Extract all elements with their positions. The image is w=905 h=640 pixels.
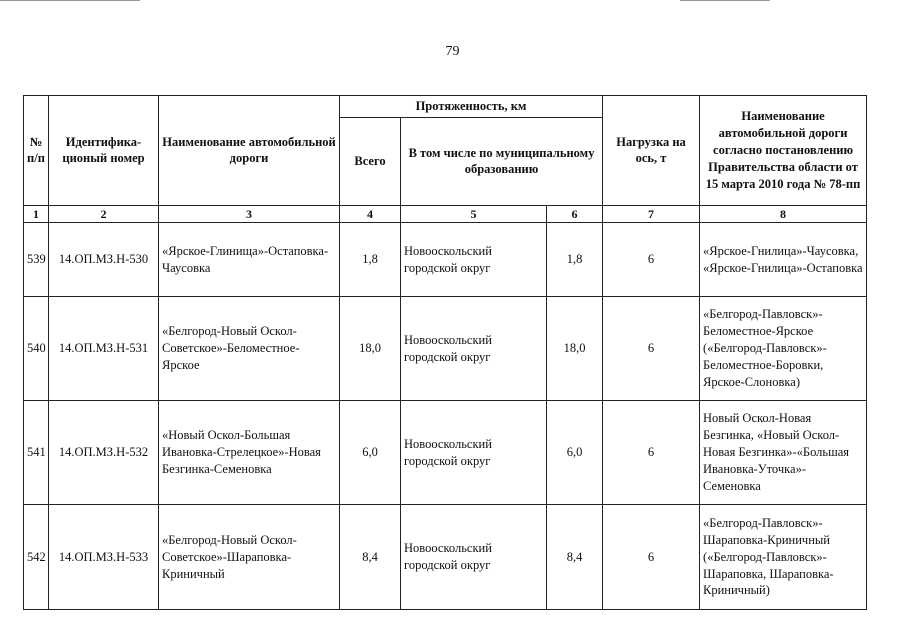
header-length-municipal: В том числе по муниципальному образованию: [401, 117, 603, 205]
row-num: 539: [24, 223, 49, 297]
column-number: 6: [547, 205, 603, 222]
row-district-km: 6,0: [547, 401, 603, 505]
row-length-total: 6,0: [340, 401, 401, 505]
header-length: Протяженность, км: [340, 96, 603, 118]
row-road-name: «Ярское-Глинища»-Остаповка-Чаусовка: [159, 223, 340, 297]
header-id: Идентифика-ционый номер: [49, 96, 159, 206]
row-decree-name: «Ярское-Гнилица»-Чаусовка, «Ярское-Гнилица»-Остаповка: [700, 223, 867, 297]
row-id: 14.ОП.МЗ.Н-531: [49, 297, 159, 401]
row-axle-load: 6: [603, 297, 700, 401]
column-number: 8: [700, 205, 867, 222]
row-axle-load: 6: [603, 401, 700, 505]
row-district-km: 18,0: [547, 297, 603, 401]
row-id: 14.ОП.МЗ.Н-530: [49, 223, 159, 297]
table-row: [24, 505, 867, 610]
row-district: Новооскольский городской округ: [401, 297, 547, 401]
row-id: 14.ОП.МЗ.Н-533: [49, 505, 159, 610]
row-num: 542: [24, 505, 49, 610]
row-length-total: 18,0: [340, 297, 401, 401]
row-axle-load: 6: [603, 505, 700, 610]
row-district: Новооскольский городской округ: [401, 401, 547, 505]
page-number: 79: [445, 44, 460, 59]
table-row: [24, 297, 867, 401]
row-district-km: 8,4: [547, 505, 603, 610]
row-decree-name: «Белгород-Павловск»-Шараповка-Криничный («Белгород-Павловск»-Шараповка, Шараповка-Криничный): [700, 505, 867, 610]
row-road-name: «Белгород-Новый Оскол-Советское»-Шараповка-Криничный: [159, 505, 340, 610]
scan-edge-mark: [0, 0, 140, 1]
table-row: [24, 401, 867, 505]
roads-table: [23, 95, 867, 610]
header-road-name: Наименование автомобильной дороги: [159, 96, 340, 206]
row-length-total: 1,8: [340, 223, 401, 297]
header-decree-name: Наименование автомобильной дороги согласно постановлению Правительства области от 15 марта 2010 года № 78-пп: [700, 96, 867, 206]
row-district: Новооскольский городской округ: [401, 223, 547, 297]
row-num: 540: [24, 297, 49, 401]
row-length-total: 8,4: [340, 505, 401, 610]
column-number: 1: [24, 205, 49, 222]
column-number: 3: [159, 205, 340, 222]
column-number: 4: [340, 205, 401, 222]
header-num: № п/п: [24, 96, 49, 206]
column-number: 5: [401, 205, 547, 222]
row-road-name: «Белгород-Новый Оскол-Советское»-Беломестное-Ярское: [159, 297, 340, 401]
column-number: 7: [603, 205, 700, 222]
row-id: 14.ОП.МЗ.Н-532: [49, 401, 159, 505]
table-row: [24, 223, 867, 297]
row-district: Новооскольский городской округ: [401, 505, 547, 610]
row-axle-load: 6: [603, 223, 700, 297]
row-district-km: 1,8: [547, 223, 603, 297]
scan-edge-mark: [680, 0, 770, 1]
header-axle-load: Нагрузка на ось, т: [603, 96, 700, 206]
row-decree-name: Новый Оскол-Новая Безгинка, «Новый Оскол-Новая Безгинка»-«Большая Ивановка-Уточка»-Семеновка: [700, 401, 867, 505]
row-num: 541: [24, 401, 49, 505]
header-length-total: Всего: [340, 117, 401, 205]
row-decree-name: «Белгород-Павловск»-Беломестное-Ярское («Белгород-Павловск»-Беломестное-Боровки, Ярское-Слоновка): [700, 297, 867, 401]
column-numbers-row: [24, 205, 867, 222]
column-number: 2: [49, 205, 159, 222]
header-row-1: [24, 96, 867, 118]
row-road-name: «Новый Оскол-Большая Ивановка-Стрелецкое»-Новая Безгинка-Семеновка: [159, 401, 340, 505]
